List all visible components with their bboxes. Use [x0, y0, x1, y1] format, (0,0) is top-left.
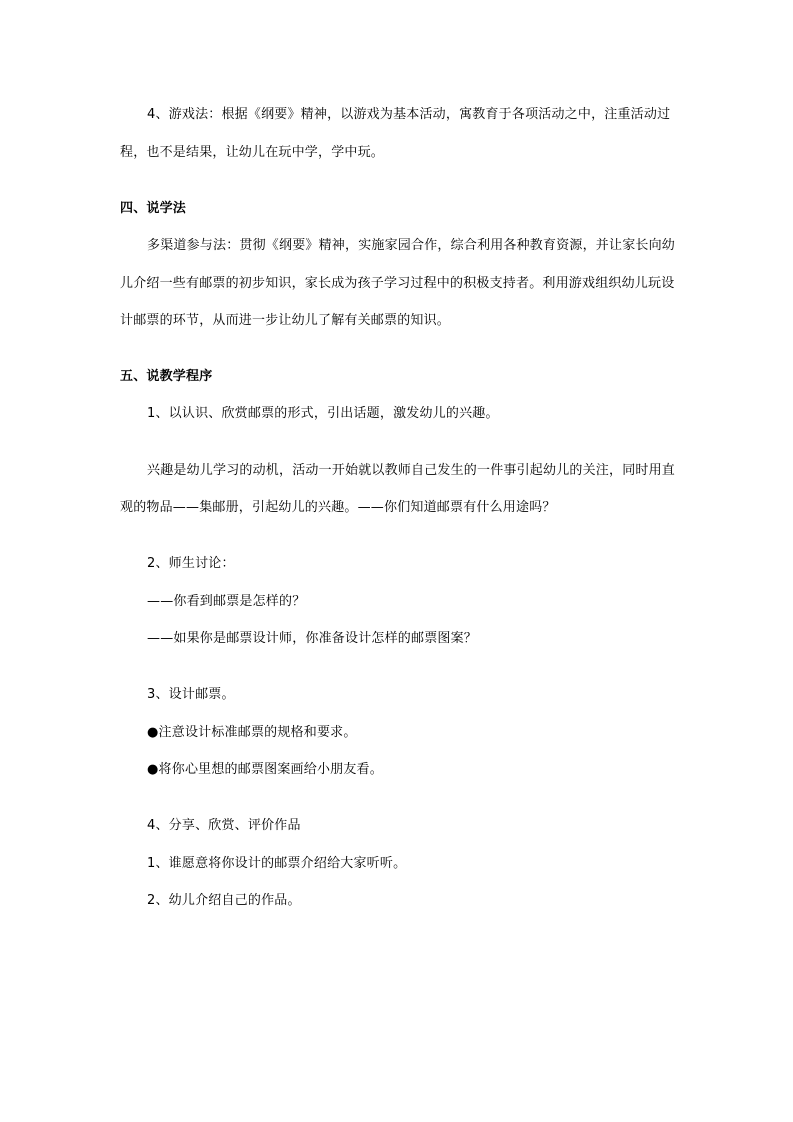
question2: ——如果你是邮票设计师，你准备设计怎样的邮票图案？ — [147, 631, 478, 646]
step3: 3、设计邮票。 — [147, 687, 235, 702]
section4-heading: 四、说学法 — [120, 201, 187, 216]
study-line3: 计邮票的环节，从而进一步让幼儿了解有关邮票的知识。 — [120, 313, 451, 328]
study-line1: 多渠道参与法：贯彻《纲要》精神，实施家园合作，综合利用各种教育资源，并让家长向幼 — [147, 238, 676, 253]
bullet1: ●注意设计标准邮票的规格和要求。 — [147, 725, 357, 740]
question1: ——你看到邮票是怎样的？ — [147, 594, 306, 609]
interest-line2: 观的物品——集邮册，引起幼儿的兴趣。——你们知道邮票有什么用途吗？ — [120, 500, 556, 515]
study-line2: 儿介绍一些有邮票的初步知识，家长成为孩子学习过程中的积极支持者。利用游戏组织幼儿玩设 — [120, 276, 675, 291]
step2: 2、师生讨论： — [147, 556, 235, 571]
step1: 1、以认识、欣赏邮票的形式，引出话题，激发幼儿的兴趣。 — [147, 406, 499, 421]
step4: 4、分享、欣赏、评价作品 — [147, 818, 301, 833]
method4-line2: 程，也不是结果，让幼儿在玩中学，学中玩。 — [120, 145, 385, 160]
bullet2: ●将你心里想的邮票图案画给小朋友看。 — [147, 762, 383, 777]
interest-line1: 兴趣是幼儿学习的动机，活动一开始就以教师自己发生的一件事引起幼儿的关注，同时用直 — [147, 463, 676, 478]
method4-line1: 4、游戏法：根据《纲要》精神，以游戏为基本活动，寓教育于各项活动之中，注重活动过 — [147, 107, 671, 122]
sub2: 2、幼儿介绍自己的作品。 — [147, 893, 301, 908]
section5-heading: 五、说教学程序 — [120, 369, 213, 384]
sub1: 1、谁愿意将你设计的邮票介绍给大家听听。 — [147, 856, 407, 871]
